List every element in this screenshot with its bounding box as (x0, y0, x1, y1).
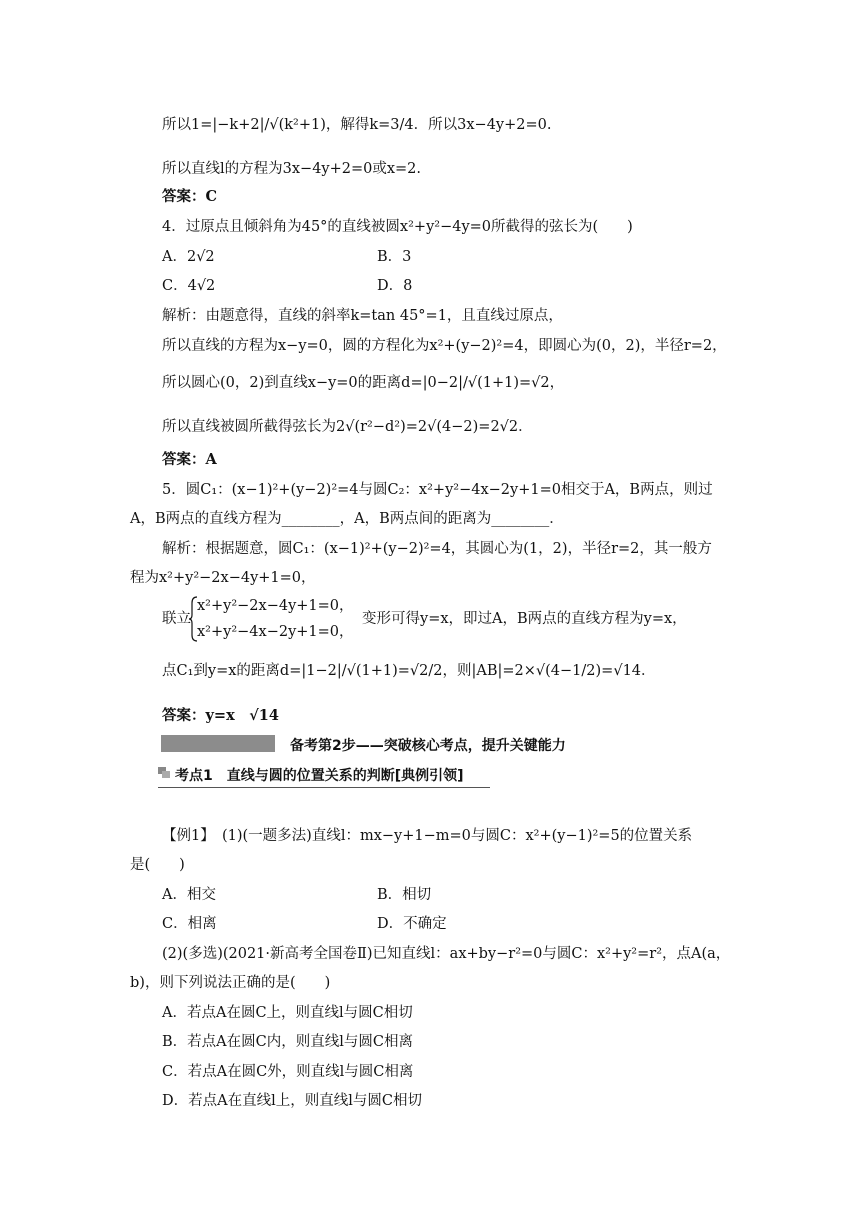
analysis-line: 所以直线的方程为x−y=0，圆的方程化为x²+(y−2)²=4，即圆心为(0，2)，半径r=2， (162, 338, 727, 354)
example-1-part-1: 【例1】 (1)(一题多法)直线l：mx−y+1−m=0与圆C：x²+(y−1)²=5的位置关系 (162, 828, 693, 844)
option-d: D．不确定 (377, 916, 447, 932)
example-1-part-1-cont: 是( ) (130, 857, 185, 873)
section-underline (158, 787, 490, 788)
analysis-line: 点C₁到y=x的距离d=|1−2|/√(1+1)=√2/2，则|AB|=2×√(4−1/2)=√14． (162, 663, 656, 679)
step-title: 备考第2步——突破核心考点，提升关键能力 (290, 738, 566, 754)
option-c: C．若点A在圆C外，则直线l与圆C相离 (162, 1064, 414, 1080)
example-1-part-2: (2)(多选)(2021·新高考全国卷Ⅱ)已知直线l：ax+by−r²=0与圆C：x²+y²=r²，点A(a， (162, 946, 731, 962)
option-a: A．2√2 (162, 249, 215, 265)
example-1-part-2-cont: b)，则下列说法正确的是( ) (130, 975, 331, 991)
analysis-line: 程为x²+y²−2x−4y+1=0， (130, 570, 316, 586)
question-5: 5．圆C₁：(x−1)²+(y−2)²=4与圆C₂：x²+y²−4x−2y+1=0相交于A，B两点，则过 (162, 482, 713, 498)
analysis-line: 变形可得y=x，即过A，B两点的直线方程为y=x， (362, 611, 687, 627)
option-b: B．若点A在圆C内，则直线l与圆C相离 (162, 1034, 413, 1050)
option-b: B．3 (377, 249, 412, 265)
analysis-line: 解析：根据题意，圆C₁：(x−1)²+(y−2)²=4，其圆心为(1，2)，半径r=2，其一般方 (162, 541, 712, 557)
question-5-cont: A，B两点的直线方程为________，A，B两点间的距离为________． (130, 511, 564, 527)
option-a: A．若点A在圆C上，则直线l与圆C相切 (162, 1005, 413, 1021)
solution-line: 所以1=|−k+2|/√(k²+1)，解得k=3/4．所以3x−4y+2=0. (162, 117, 552, 133)
system-equation-2: x²+y²−4x−2y+1=0， (197, 624, 354, 640)
solution-line: 所以直线l的方程为3x−4y+2=0或x=2. (162, 161, 422, 177)
option-c: C．4√2 (162, 278, 216, 294)
analysis-line: 所以直线被圆所截得弦长为2√(r²−d²)=2√(4−2)=2√2． (162, 419, 533, 435)
section-marker-icon (158, 767, 176, 783)
section-title: 考点1 直线与圆的位置关系的判断[典例引领] (175, 768, 464, 784)
answer-line: 答案：y=x √14 (162, 707, 279, 724)
analysis-line: 所以圆心(0，2)到直线x−y=0的距离d=|0−2|/√(1+1)=√2， (162, 375, 565, 391)
analysis-line: 解析：由题意得，直线的斜率k=tan 45°=1，且直线过原点， (162, 308, 563, 324)
system-equation-1: x²+y²−2x−4y+1=0， (197, 598, 354, 614)
system-label: 联立 (162, 611, 191, 627)
option-a: A．相交 (162, 887, 216, 903)
answer-line: 答案：C (162, 188, 218, 205)
option-b: B．相切 (377, 887, 432, 903)
option-d: D．8 (377, 278, 413, 294)
question-4: 4．过原点且倾斜角为45°的直线被圆x²+y²−4y=0所截得的弦长为( ) (162, 219, 633, 235)
step-banner-bar (161, 735, 275, 752)
answer-line: 答案：A (162, 451, 217, 468)
option-d: D．若点A在直线l上，则直线l与圆C相切 (162, 1093, 422, 1109)
option-c: C．相离 (162, 916, 217, 932)
